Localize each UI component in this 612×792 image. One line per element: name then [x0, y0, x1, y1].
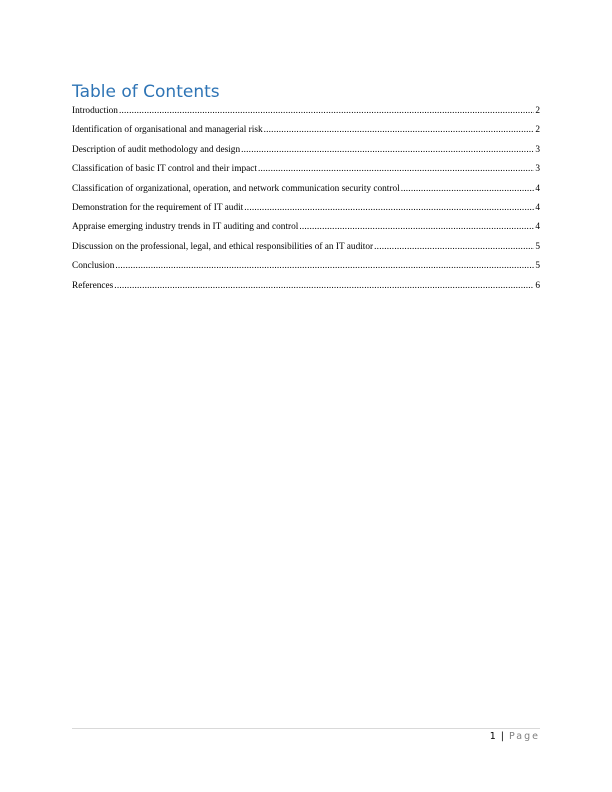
toc-dot-leader	[115, 258, 534, 275]
toc-entry-industry-trends[interactable]	[72, 219, 540, 238]
toc-list	[72, 103, 540, 297]
toc-entry-responsibilities[interactable]	[72, 239, 540, 258]
toc-entry-audit-requirement[interactable]	[72, 200, 540, 219]
toc-entry-page: 3	[535, 164, 540, 175]
toc-entry-title: Discussion on the professional, legal, and ethical responsibilities of an IT auditor	[72, 241, 374, 252]
toc-entry-title: Demonstration for the requirement of IT audit	[72, 202, 244, 213]
toc-entry-page: 4	[535, 183, 540, 194]
toc-entry-basic-control[interactable]	[72, 161, 540, 180]
footer-page-label: Page	[509, 731, 540, 742]
toc-entry-security-control[interactable]	[72, 181, 540, 200]
toc-entry-page: 4	[535, 202, 540, 213]
page-footer	[490, 730, 540, 743]
toc-dot-leader	[258, 161, 534, 178]
toc-dot-leader	[401, 181, 535, 198]
toc-entry-title: Appraise emerging industry trends in IT auditing and control	[72, 222, 299, 233]
toc-dot-leader	[114, 278, 534, 295]
toc-entry-title: Classification of basic IT control and their impact	[72, 164, 257, 175]
toc-entry-risk[interactable]	[72, 122, 540, 141]
toc-entry-page: 2	[535, 106, 540, 116]
footer-divider	[72, 728, 540, 729]
toc-entry-title: Conclusion	[72, 261, 115, 272]
toc-dot-leader	[119, 103, 534, 120]
toc-entry-title: Description of audit methodology and design	[72, 144, 241, 155]
toc-entry-page: 5	[535, 261, 540, 272]
toc-dot-leader	[374, 239, 534, 256]
footer-separator: |	[500, 731, 504, 742]
toc-entry-introduction[interactable]	[72, 103, 540, 122]
toc-entry-title: Classification of organizational, operation, and network communication security control	[72, 183, 400, 194]
toc-entry-methodology[interactable]	[72, 142, 540, 161]
footer-page-number: 1	[489, 731, 496, 742]
toc-entry-conclusion[interactable]	[72, 258, 540, 277]
toc-entry-page: 4	[535, 222, 540, 233]
toc-entry-page: 3	[535, 144, 540, 155]
toc-entry-references[interactable]	[72, 278, 540, 297]
toc-entry-page: 6	[535, 280, 540, 291]
toc-entry-title: References	[72, 280, 114, 291]
toc-dot-leader	[299, 219, 534, 236]
toc-entry-page: 5	[535, 241, 540, 252]
toc-entry-title: Identification of organisational and managerial risk	[72, 125, 263, 136]
toc-dot-leader	[244, 200, 534, 217]
toc-entry-page: 2	[535, 125, 540, 136]
toc-entry-title: Introduction	[72, 106, 118, 116]
toc-dot-leader	[241, 142, 534, 159]
toc-heading: Table of Contents	[72, 82, 220, 102]
toc-dot-leader	[264, 122, 535, 139]
